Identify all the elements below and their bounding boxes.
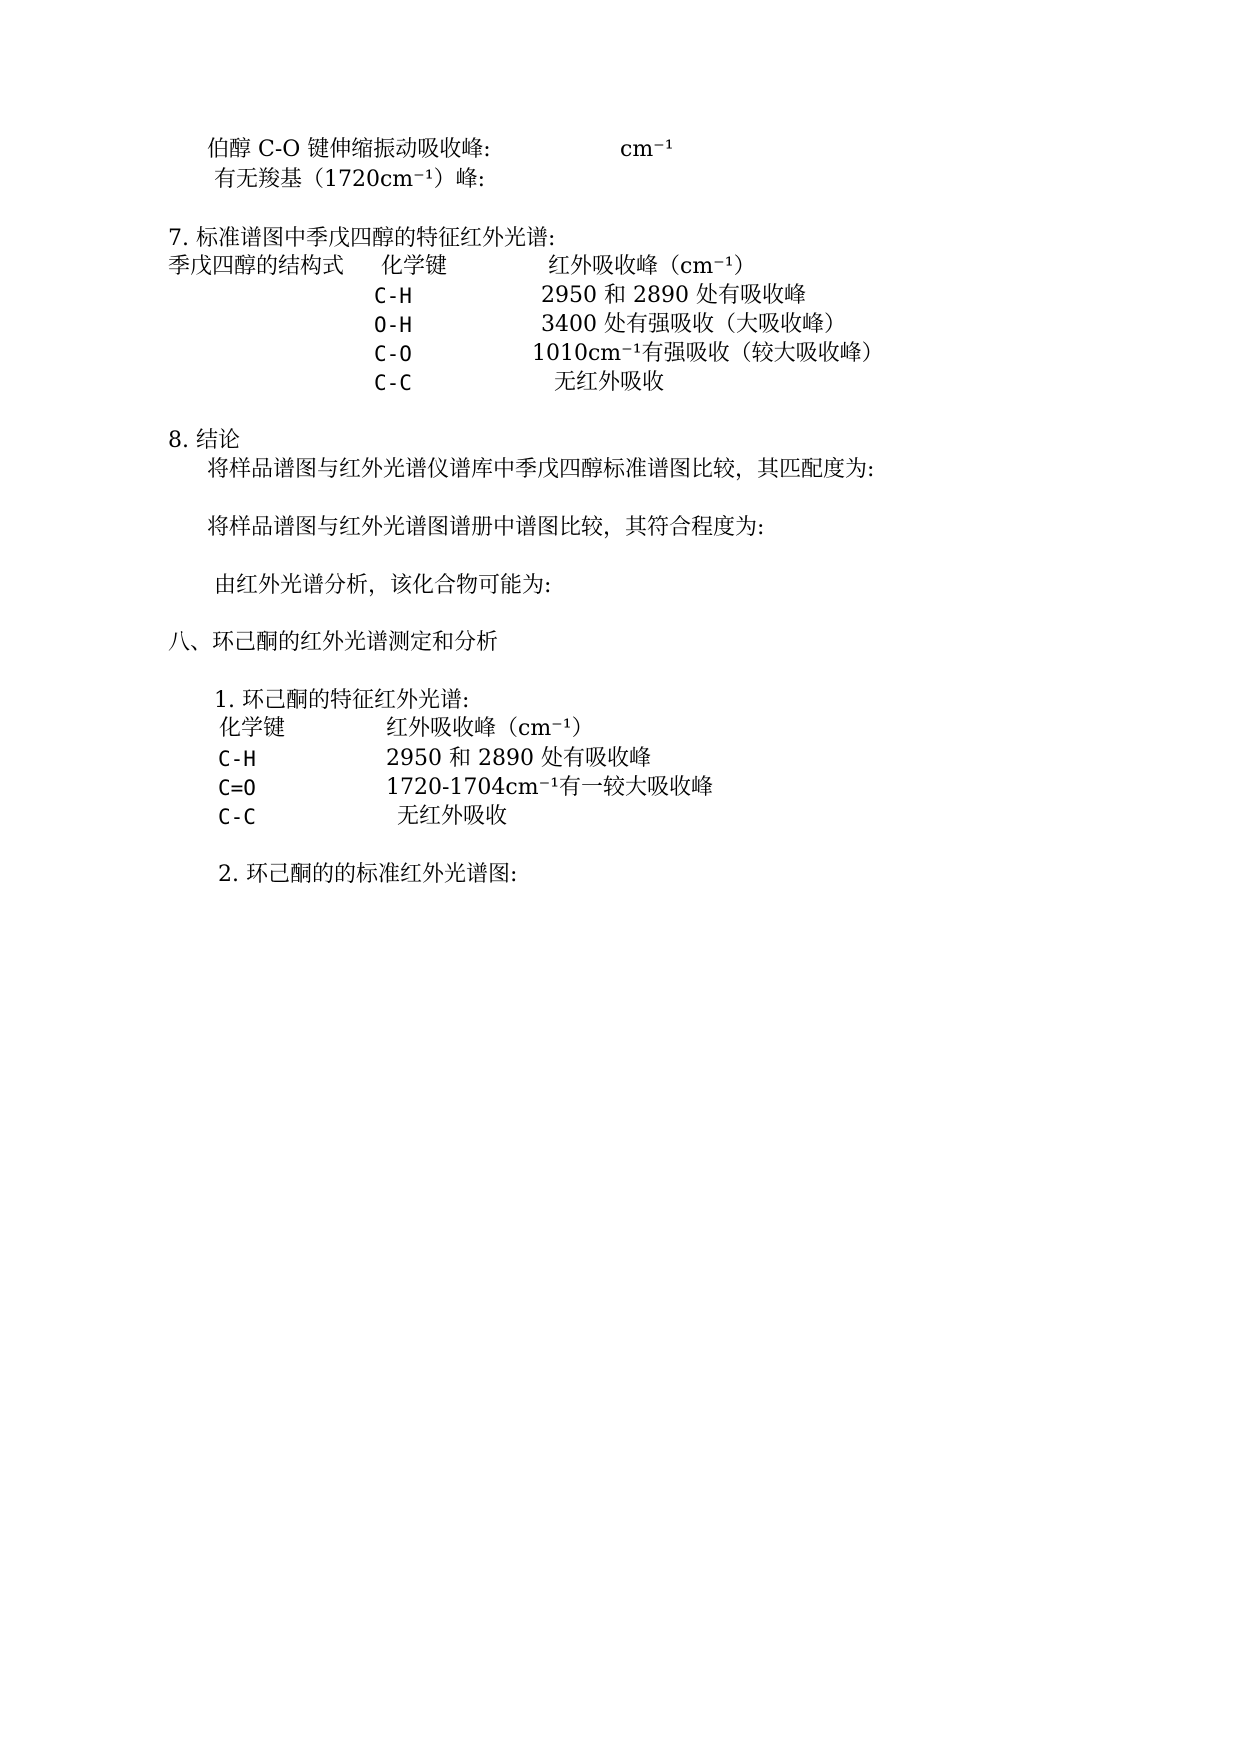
table-header-peak: 红外吸收峰（cm⁻¹） [386,716,594,741]
table-header-bond: 化学键 [219,716,286,741]
subsection-1-heading: 1. 环己酮的特征红外光谱: [214,688,470,713]
section-7-heading: 7. 标准谱图中季戊四醇的特征红外光谱: [168,226,556,251]
table-header-peak: 红外吸收峰（cm⁻¹） [548,254,756,279]
conclusion-compound-line: 由红外光谱分析，该化合物可能为: [214,573,552,598]
primary-alcohol-co-line: 伯醇 C-O 键伸缩振动吸收峰: [207,137,491,162]
table-row-bond: C-H [374,284,412,308]
table-row-peak: 1720-1704cm⁻¹有一较大吸收峰 [386,775,714,800]
table-row-peak: 2950 和 2890 处有吸收峰 [541,283,806,308]
section-8-heading: 8. 结论 [168,428,240,453]
table-row-bond: C=O [218,776,256,800]
structure-formula-label: 季戊四醇的结构式 [168,254,345,279]
table-row-peak: 无红外吸收 [554,370,665,395]
table-row-bond: C-H [218,747,256,771]
table-row-peak: 1010cm⁻¹有强吸收（较大吸收峰） [532,341,884,366]
table-row-bond: C-O [374,342,412,366]
table-row-peak: 2950 和 2890 处有吸收峰 [386,746,651,771]
table-row-peak: 3400 处有强吸收（大吸收峰） [541,312,846,337]
table-row-peak: 无红外吸收 [397,804,508,829]
subsection-2-heading: 2. 环己酮的的标准红外光谱图: [218,862,518,887]
part-8-heading: 八、环己酮的红外光谱测定和分析 [168,630,499,655]
conclusion-match-line: 将样品谱图与红外光谱仪谱库中季戊四醇标准谱图比较，其匹配度为: [207,457,875,482]
primary-alcohol-unit: cm⁻¹ [620,137,674,162]
table-row-bond: C-C [374,371,412,395]
table-row-bond: O-H [374,313,412,337]
carboxyl-peak-line: 有无羧基（1720cm⁻¹）峰: [214,167,486,192]
table-row-bond: C-C [218,805,256,829]
table-header-bond: 化学键 [381,254,448,279]
conclusion-atlas-line: 将样品谱图与红外光谱图谱册中谱图比较，其符合程度为: [207,515,765,540]
